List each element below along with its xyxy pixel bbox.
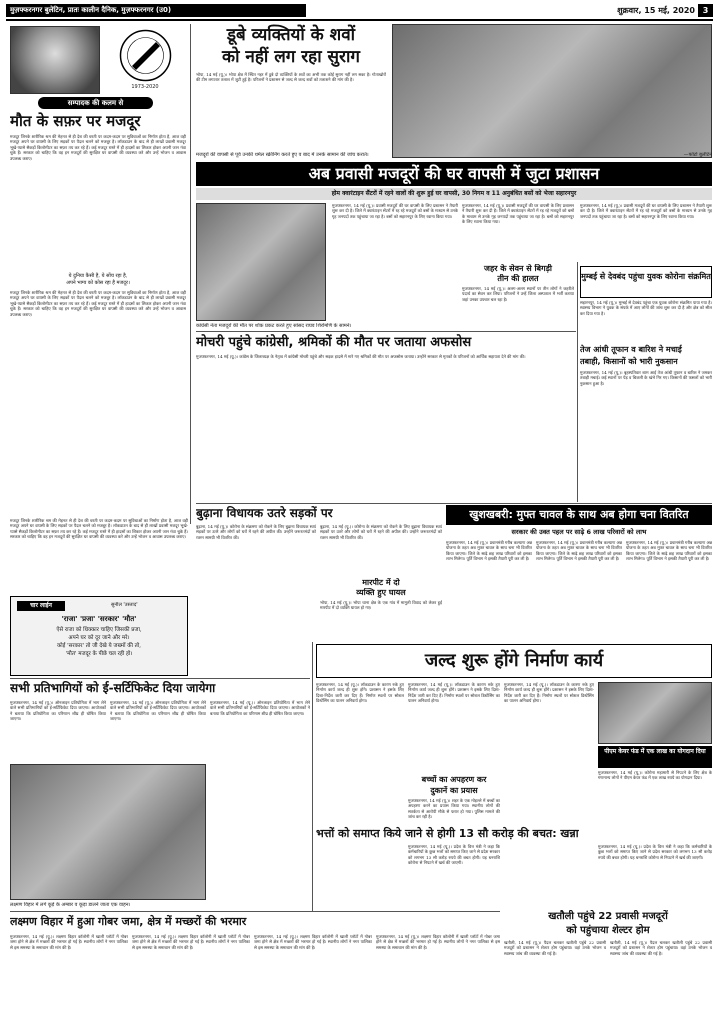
certificate-body-col3: मुजफ्फरनगर, 14 मई (यू.)। ऑनलाइन प्रतियोगिता में भाग लेने वाले सभी प्रतिभागियों को ई-सर्टिफिकेट दिया जाएगा। आयोजकों ने बताया कि प्रतियोगिता का परिणाम शीघ्र ही घोषित किया जाएगा।: [210, 700, 310, 716]
editorial-body-continued: मजदूर जिनके शारीरिक श्रम की मेहनत से ही देश की धरती पर कदम-कदम पर सुविधाओं का निर्माण होता है, आज वही मजदूर अपने घर वापसी के लिए सड़कों पर पैदल चलने को मजबूर है। लॉकडाउन के बाद से ही लाखों प्रवासी मजदूर भूखे-प्यासे सैकड़ों किलोमीटर का सफ़र तय कर रहे हैं। कई मजदूर रास्ते में ही हादसों का शिकार होकर अपनी जान गंवा चुके हैं। सरकार को चाहिए कि वह इन मजदूरों की सुरक्षित घर वापसी की व्यवस्था करे और उन्हें भोजन व आवास उपलब्ध कराए।: [10, 290, 186, 317]
poison-body: मुजफ्फरनगर, 14 मई (यू.)। अलग-अलग स्थानों पर तीन लोगों ने जहरीले पदार्थ का सेवन कर लिया। परिजनों ने उन्हें जिला अस्पताल में भर्ती कराया जहां उनका उपचार चल रहा है।: [462, 286, 574, 302]
mla-body: बुढ़ाना, 14 मई (यू.)। कोरोना के संक्रमण को रोकने के लिए बुढ़ाना विधायक स्वयं सड़कों पर उतरे और लोगों को घरों में रहने की अपील की। उन्होंने जरूरतमंदों को राशन सामग्री भी वितरित की।: [196, 524, 316, 540]
migrant-subhead: होम क्वारंटाइन सैंटरों में रहने वालों की शुरू हुई घर वापसी, 30 निगम व 11 अनुबंधित बसों को भेजा सहारनपुर: [196, 188, 712, 200]
editorial-body-lower: मजदूर जिनके शारीरिक श्रम की मेहनत से ही देश की धरती पर कदम-कदम पर सुविधाओं का निर्माण होता है, आज वही मजदूर अपने घर वापसी के लिए सड़कों पर पैदल चलने को मजबूर है। लॉकडाउन के बाद से ही लाखों प्रवासी मजदूर भूखे-प्यासे सैकड़ों किलोमीटर का सफ़र तय कर रहे हैं। कई मजदूर रास्ते में ही हादसों का शिकार होकर अपनी जान गंवा चुके हैं। सरकार को चाहिए कि वह इन मजदूरों की सुरक्षित घर वापसी की व्यवस्था करे और उन्हें भोजन व आवास उपलब्ध कराए।: [10, 518, 188, 540]
garbage-caption: लक्ष्मण विहार में लगे कूड़े के अम्बार व कूड़ा डालने जाता एक वाहन।: [10, 902, 131, 908]
poem-line: ये दुनिया कैसी है, ये सोंच रहा है,: [68, 273, 128, 279]
children-body: मुजफ्फरनगर, 14 मई (यू.)। शहर के एक मोहल्ले में बच्चों का अपहरण करने का प्रयास किया गया। स्थानीय लोगों की सतर्कता से आरोपी मौके से फरार हो गया। पुलिस मामले की जांच कर रही है।: [408, 798, 500, 820]
construction-headline: जल्द शुरू होंगे निर्माण कार्य: [316, 644, 712, 678]
logo-years: 1973-2020: [131, 84, 159, 90]
poem-box-title: 'राजा' 'प्रजा' 'सरकार' 'मौत': [61, 615, 137, 623]
certificate-headline: सभी प्रतिभागियों को ई-सर्टिफिकेट दिया जायेगा: [10, 681, 216, 695]
mla-headline: बुढ़ाना विधायक उतरे सड़कों पर: [196, 506, 333, 520]
masthead-date: शुक्रवार, 15 मई, 2020: [617, 6, 695, 15]
migrant-banner: अब प्रवासी मजदूरों की घर वापसी में जुटा प्रशासन: [196, 162, 712, 186]
khatauli-headline-1: खतौली पहुंचे 22 प्रवासी मजदूरों: [548, 911, 668, 922]
editorial-headline: मौत के सफ़र पर मजदूर: [10, 112, 141, 130]
poem-box: [10, 596, 188, 676]
pm-fund-headline: पीएम केयर फंड में एक लाख का योगदान दिया: [598, 746, 712, 768]
protest-photo: [196, 203, 326, 321]
lead-photo-caption: मजदूरों की वापसी से पूर्व उनकी थर्मल स्क्रीनिंग करते हुए व बाद में उनके सामान की जांच कराते।: [196, 152, 369, 158]
fight-headline-2: व्यक्ति हुए घायल: [356, 588, 406, 597]
certificate-body-col1: मुजफ्फरनगर, 14 मई (यू.)। ऑनलाइन प्रतियोगिता में भाग लेने वाले सभी प्रतिभागियों को ई-सर्टिफिकेट दिया जाएगा। आयोजकों ने बताया कि प्रतियोगिता का परिणाम शीघ्र ही घोषित किया जाएगा।: [10, 700, 106, 722]
storm-headline-2: तबाही, किसानों को भारी नुकसान: [580, 357, 678, 366]
editorial-body: मजदूर जिनके शारीरिक श्रम की मेहनत से ही देश की धरती पर कदम-कदम पर सुविधाओं का निर्माण होता है, आज वही मजदूर अपने घर वापसी के लिए सड़कों पर पैदल चलने को मजबूर है। लॉकडाउन के बाद से ही लाखों प्रवासी मजदूर भूखे-प्यासे सैकड़ों किलोमीटर का सफ़र तय कर रहे हैं। कई मजदूर रास्ते में ही हादसों का शिकार होकर अपनी जान गंवा चुके हैं। सरकार को चाहिए कि वह इन मजदूरों की सुरक्षित घर वापसी की व्यवस्था करे और उन्हें भोजन व आवास उपलब्ध कराए।: [10, 134, 186, 161]
lead-body: भोपा, 14 मई (यू.)। भोपा क्षेत्र में स्थित नहर में डूबे दो व्यक्तियों के शवों का अभी तक कोई सुराग नहीं लग सका है। गोताखोरों की टीम लगातार तलाश में जुटी हुई है। परिजनों ने प्रशासन से जल्द से जल्द शवों को तलाशने की मांग की है।: [196, 72, 386, 83]
migrant-body-col2: मुजफ्फरनगर, 14 मई (यू.)। प्रवासी मजदूरों की घर वापसी के लिए प्रशासन ने तैयारी शुरू कर दी है। जिले में क्वारंटाइन सेंटरों में रह रहे मजदूरों को बसों के माध्यम से उनके गृह जनपदों तक पहुंचाया जा रहा है। बसों को सहारनपुर के लिए रवाना किया गया।: [462, 203, 574, 225]
khatauli-body-col1: खतौली, 14 मई (यू.)। पैदल चलकर खतौली पहुंचे 22 प्रवासी मजदूरों को प्रशासन ने शेल्टर होम पहुंचाया। वहां उनके भोजन व स्वास्थ्य जांच की व्यवस्था की गई है।: [504, 940, 606, 956]
lead-headline-1: डूबे व्यक्तियों के शवों: [226, 25, 356, 45]
poison-headline-1: जहर के सेवन से बिगड़ी: [484, 264, 552, 273]
children-headline-1: बच्चों का अपहरण कर: [421, 775, 487, 784]
protest-caption: कांग्रेसी नेता मजदूरों की मौत पर शोक प्रकट करते हुए सांसद राघव शिरोमणि के सामने।: [196, 323, 352, 329]
migrant-body-col1: मुजफ्फरनगर, 14 मई (यू.)। प्रवासी मजदूरों की घर वापसी के लिए प्रशासन ने तैयारी शुरू कर दी है। जिले में क्वारंटाइन सेंटरों में रह रहे मजदूरों को बसों के माध्यम से उनके गृह जनपदों तक पहुंचाया जा रहा है। बसों को सहारनपुर के लिए रवाना किया गया।: [332, 203, 458, 219]
rice-subhead: सरकार की उक्त पहल पर साढ़े 6 लाख परिवारों को लाभ: [511, 528, 647, 536]
congress-headline: मोचरी पहुंचे कांग्रेसी, श्रमिकों की मौत पर जताया अफसोस: [196, 335, 472, 350]
pm-fund-body: मुजफ्फरनगर, 14 मई (यू.)। कोरोना महामारी से निपटने के लिए क्षेत्र के गणमान्य लोगों ने पीएम केयर फंड में एक लाख रुपये का योगदान दिया।: [598, 770, 712, 781]
lakshman-body-col2: मुजफ्फरनगर, 14 मई (यू.)। लक्ष्मण विहार कॉलोनी में खाली प्लॉटों में गोबर जमा होने से क्षेत्र में मच्छरों की भरमार हो गई है। स्थानीय लोगों ने नगर पालिका से इस समस्या के समाधान की मांग की है।: [132, 934, 250, 950]
poem-box-label: चार लाईन: [17, 601, 65, 611]
poem-line: अपने भाग्य को कोस रहा है मजदूर।: [66, 280, 130, 286]
khatauli-headline-2: को पहुंचाया शेल्टर होम: [566, 925, 650, 936]
migrant-body-col3: मुजफ्फरनगर, 14 मई (यू.)। प्रवासी मजदूरों की घर वापसी के लिए प्रशासन ने तैयारी शुरू कर दी है। जिले में क्वारंटाइन सेंटरों में रह रहे मजदूरों को बसों के माध्यम से उनके गृह जनपदों तक पहुंचाया जा रहा है। बसों को सहारनपुर के लिए रवाना किया गया।: [580, 203, 712, 219]
rice-body-col1: मुजफ्फरनगर, 14 मई (यू.)। प्रधानमंत्री गरीब कल्याण अन्न योजना के तहत अब मुफ्त चावल के साथ चना भी वितरित किया जाएगा। जिले के साढ़े छह लाख परिवारों को इसका लाभ मिलेगा। पूर्ति विभाग ने इसकी तैयारी पूरी कर ली है।: [446, 540, 532, 562]
rice-headline: खुशखबरी: मुफ्त चावल के साथ अब होगा चना वितरित: [446, 505, 712, 525]
fight-body: भोपा, 14 मई (यू.)। भोपा थाना क्षेत्र के एक गांव में मामूली विवाद को लेकर हुई मारपीट में दो व्यक्ति घायल हो गए।: [320, 600, 442, 611]
allowance-headline: भत्तों को समाप्त किये जाने से होगी 13 सौ करोड़ की बचत: खन्ना: [316, 827, 579, 840]
bus-photo: [392, 24, 712, 158]
congress-body: मुजफ्फरनगर, 14 मई (यू.)। कांग्रेस के जिलाध्यक्ष के नेतृत्व में कांग्रेसी मोचरी पहुंचे और सड़क हादसे में मारे गए श्रमिकों की मौत पर अफसोस जताया। उन्होंने सरकार से मृतकों के परिजनों को आर्थिक सहायता देने की मांग की।: [196, 354, 526, 359]
poem-box-lines: ऐसे राजा को धिक्कार चाहिए जिसकी प्रजा, अपने घर को दूर जाने और मरे। कोई 'सरकार' तो जी देखे ये जख्मों की तो, 'मौत' मजदूर के पीछे चल रही हो।: [56, 627, 142, 657]
page-number: 3: [698, 4, 713, 17]
fight-headline-1: मारपीट में दो: [362, 578, 400, 587]
pm-fund-photo: [598, 682, 712, 744]
lakshman-body-col4: मुजफ्फरनगर, 14 मई (यू.)। लक्ष्मण विहार कॉलोनी में खाली प्लॉटों में गोबर जमा होने से क्षेत्र में मच्छरों की भरमार हो गई है। स्थानीय लोगों ने नगर पालिका से इस समस्या के समाधान की मांग की है।: [376, 934, 500, 950]
lead-headline-2: को नहीं लग रहा सुराग: [222, 47, 360, 67]
editor-portrait: [10, 26, 100, 94]
logo: [118, 28, 173, 83]
lead-photo-credit: —फोटो बुलेटिन: [683, 152, 712, 158]
editorial-poem: [10, 273, 186, 287]
rice-body-col2: मुजफ्फरनगर, 14 मई (यू.)। प्रधानमंत्री गरीब कल्याण अन्न योजना के तहत अब मुफ्त चावल के साथ चना भी वितरित किया जाएगा। जिले के साढ़े छह लाख परिवारों को इसका लाभ मिलेगा। पूर्ति विभाग ने इसकी तैयारी पूरी कर ली है।: [536, 540, 622, 562]
construction-body-col2: मुजफ्फरनगर, 14 मई (यू.)। लॉकडाउन के कारण रुके हुए निर्माण कार्य जल्द ही शुरू होंगे। प्रशासन ने इसके लिए दिशा-निर्देश जारी कर दिए हैं। निर्माण स्थलों पर सोशल डिस्टेंसिंग का पालन अनिवार्य होगा।: [408, 682, 500, 704]
certificate-body-col2: मुजफ्फरनगर, 14 मई (यू.)। ऑनलाइन प्रतियोगिता में भाग लेने वाले सभी प्रतिभागियों को ई-सर्टिफिकेट दिया जाएगा। आयोजकों ने बताया कि प्रतियोगिता का परिणाम शीघ्र ही घोषित किया जाएगा।: [110, 700, 206, 722]
poison-headline-2: तीन की हालत: [497, 274, 539, 283]
poem-box-author: सुनील 'उस्ताद': [111, 602, 138, 608]
mumbai-body: सहारनपुर, 14 मई (यू.)। मुम्बई से देवबंद पहुंचा एक युवक कोरोना संक्रमित पाया गया है। स्वास्थ्य विभाग ने युवक के संपर्क में आए लोगों की जांच शुरू कर दी है और क्षेत्र को सील कर दिया गया है।: [580, 300, 712, 316]
construction-body-col3: मुजफ्फरनगर, 14 मई (यू.)। लॉकडाउन के कारण रुके हुए निर्माण कार्य जल्द ही शुरू होंगे। प्रशासन ने इसके लिए दिशा-निर्देश जारी कर दिए हैं। निर्माण स्थलों पर सोशल डिस्टेंसिंग का पालन अनिवार्य होगा।: [504, 682, 594, 704]
khatauli-body-col2: खतौली, 14 मई (यू.)। पैदल चलकर खतौली पहुंचे 22 प्रवासी मजदूरों को प्रशासन ने शेल्टर होम पहुंचाया। वहां उनके भोजन व स्वास्थ्य जांच की व्यवस्था की गई है।: [610, 940, 712, 956]
lakshman-body-col3: मुजफ्फरनगर, 14 मई (यू.)। लक्ष्मण विहार कॉलोनी में खाली प्लॉटों में गोबर जमा होने से क्षेत्र में मच्छरों की भरमार हो गई है। स्थानीय लोगों ने नगर पालिका से इस समस्या के समाधान की मांग की है।: [254, 934, 372, 950]
lakshman-body-col1: मुजफ्फरनगर, 14 मई (यू.)। लक्ष्मण विहार कॉलोनी में खाली प्लॉटों में गोबर जमा होने से क्षेत्र में मच्छरों की भरमार हो गई है। स्थानीय लोगों ने नगर पालिका से इस समस्या के समाधान की मांग की है।: [10, 934, 128, 950]
allowance-body-col2: मुजफ्फरनगर, 14 मई (यू.)। प्रदेश के वित्त मंत्री ने कहा कि कर्मचारियों के कुछ भत्तों को समाप्त किए जाने से प्रदेश सरकार को लगभग 13 सौ करोड़ रुपये की बचत होगी। यह धनराशि कोरोना से निपटने में खर्च की जाएगी।: [598, 844, 712, 860]
lakshman-headline: लक्ष्मण विहार में हुआ गोबर जमा, क्षेत्र में मच्छरों की भरमार: [10, 915, 247, 928]
garbage-photo: [10, 764, 206, 900]
editorial-tag: सम्पादक की कलम से: [38, 97, 153, 109]
mumbai-headline: मुम्बई से देवबंद पहुंचा युवक कोरोना संक्रमित: [580, 266, 712, 298]
children-headline-2: दुकानें का प्रयास: [430, 786, 478, 795]
storm-body: मुजफ्फरनगर, 14 मई (यू.)। बृहस्पतिवार शाम आई तेज आंधी तूफान व बारिश ने जमकर तबाही मचाई। कई स्थानों पर पेड़ व बिजली के खंभे गिर गए। किसानों की फसलों को भारी नुकसान हुआ है।: [580, 370, 712, 386]
rice-body-col3: मुजफ्फरनगर, 14 मई (यू.)। प्रधानमंत्री गरीब कल्याण अन्न योजना के तहत अब मुफ्त चावल के साथ चना भी वितरित किया जाएगा। जिले के साढ़े छह लाख परिवारों को इसका लाभ मिलेगा। पूर्ति विभाग ने इसकी तैयारी पूरी कर ली है।: [626, 540, 712, 562]
construction-body-col1: मुजफ्फरनगर, 14 मई (यू.)। लॉकडाउन के कारण रुके हुए निर्माण कार्य जल्द ही शुरू होंगे। प्रशासन ने इसके लिए दिशा-निर्देश जारी कर दिए हैं। निर्माण स्थलों पर सोशल डिस्टेंसिंग का पालन अनिवार्य होगा।: [316, 682, 404, 704]
masthead-left: मुज़फ्फरनगर बुलेटिन, प्रातः कालीन दैनिक, मुज़फ्फरनगर (उ0): [6, 4, 306, 17]
allowance-body-col1: मुजफ्फरनगर, 14 मई (यू.)। प्रदेश के वित्त मंत्री ने कहा कि कर्मचारियों के कुछ भत्तों को समाप्त किए जाने से प्रदेश सरकार को लगभग 13 सौ करोड़ रुपये की बचत होगी। यह धनराशि कोरोना से निपटने में खर्च की जाएगी।: [408, 844, 500, 866]
storm-headline-1: तेज आंधी तूफान व बारिश ने मचाई: [580, 345, 682, 354]
mla-body-col2: बुढ़ाना, 14 मई (यू.)। कोरोना के संक्रमण को रोकने के लिए बुढ़ाना विधायक स्वयं सड़कों पर उतरे और लोगों को घरों में रहने की अपील की। उन्होंने जरूरतमंदों को राशन सामग्री भी वितरित की।: [320, 524, 442, 540]
